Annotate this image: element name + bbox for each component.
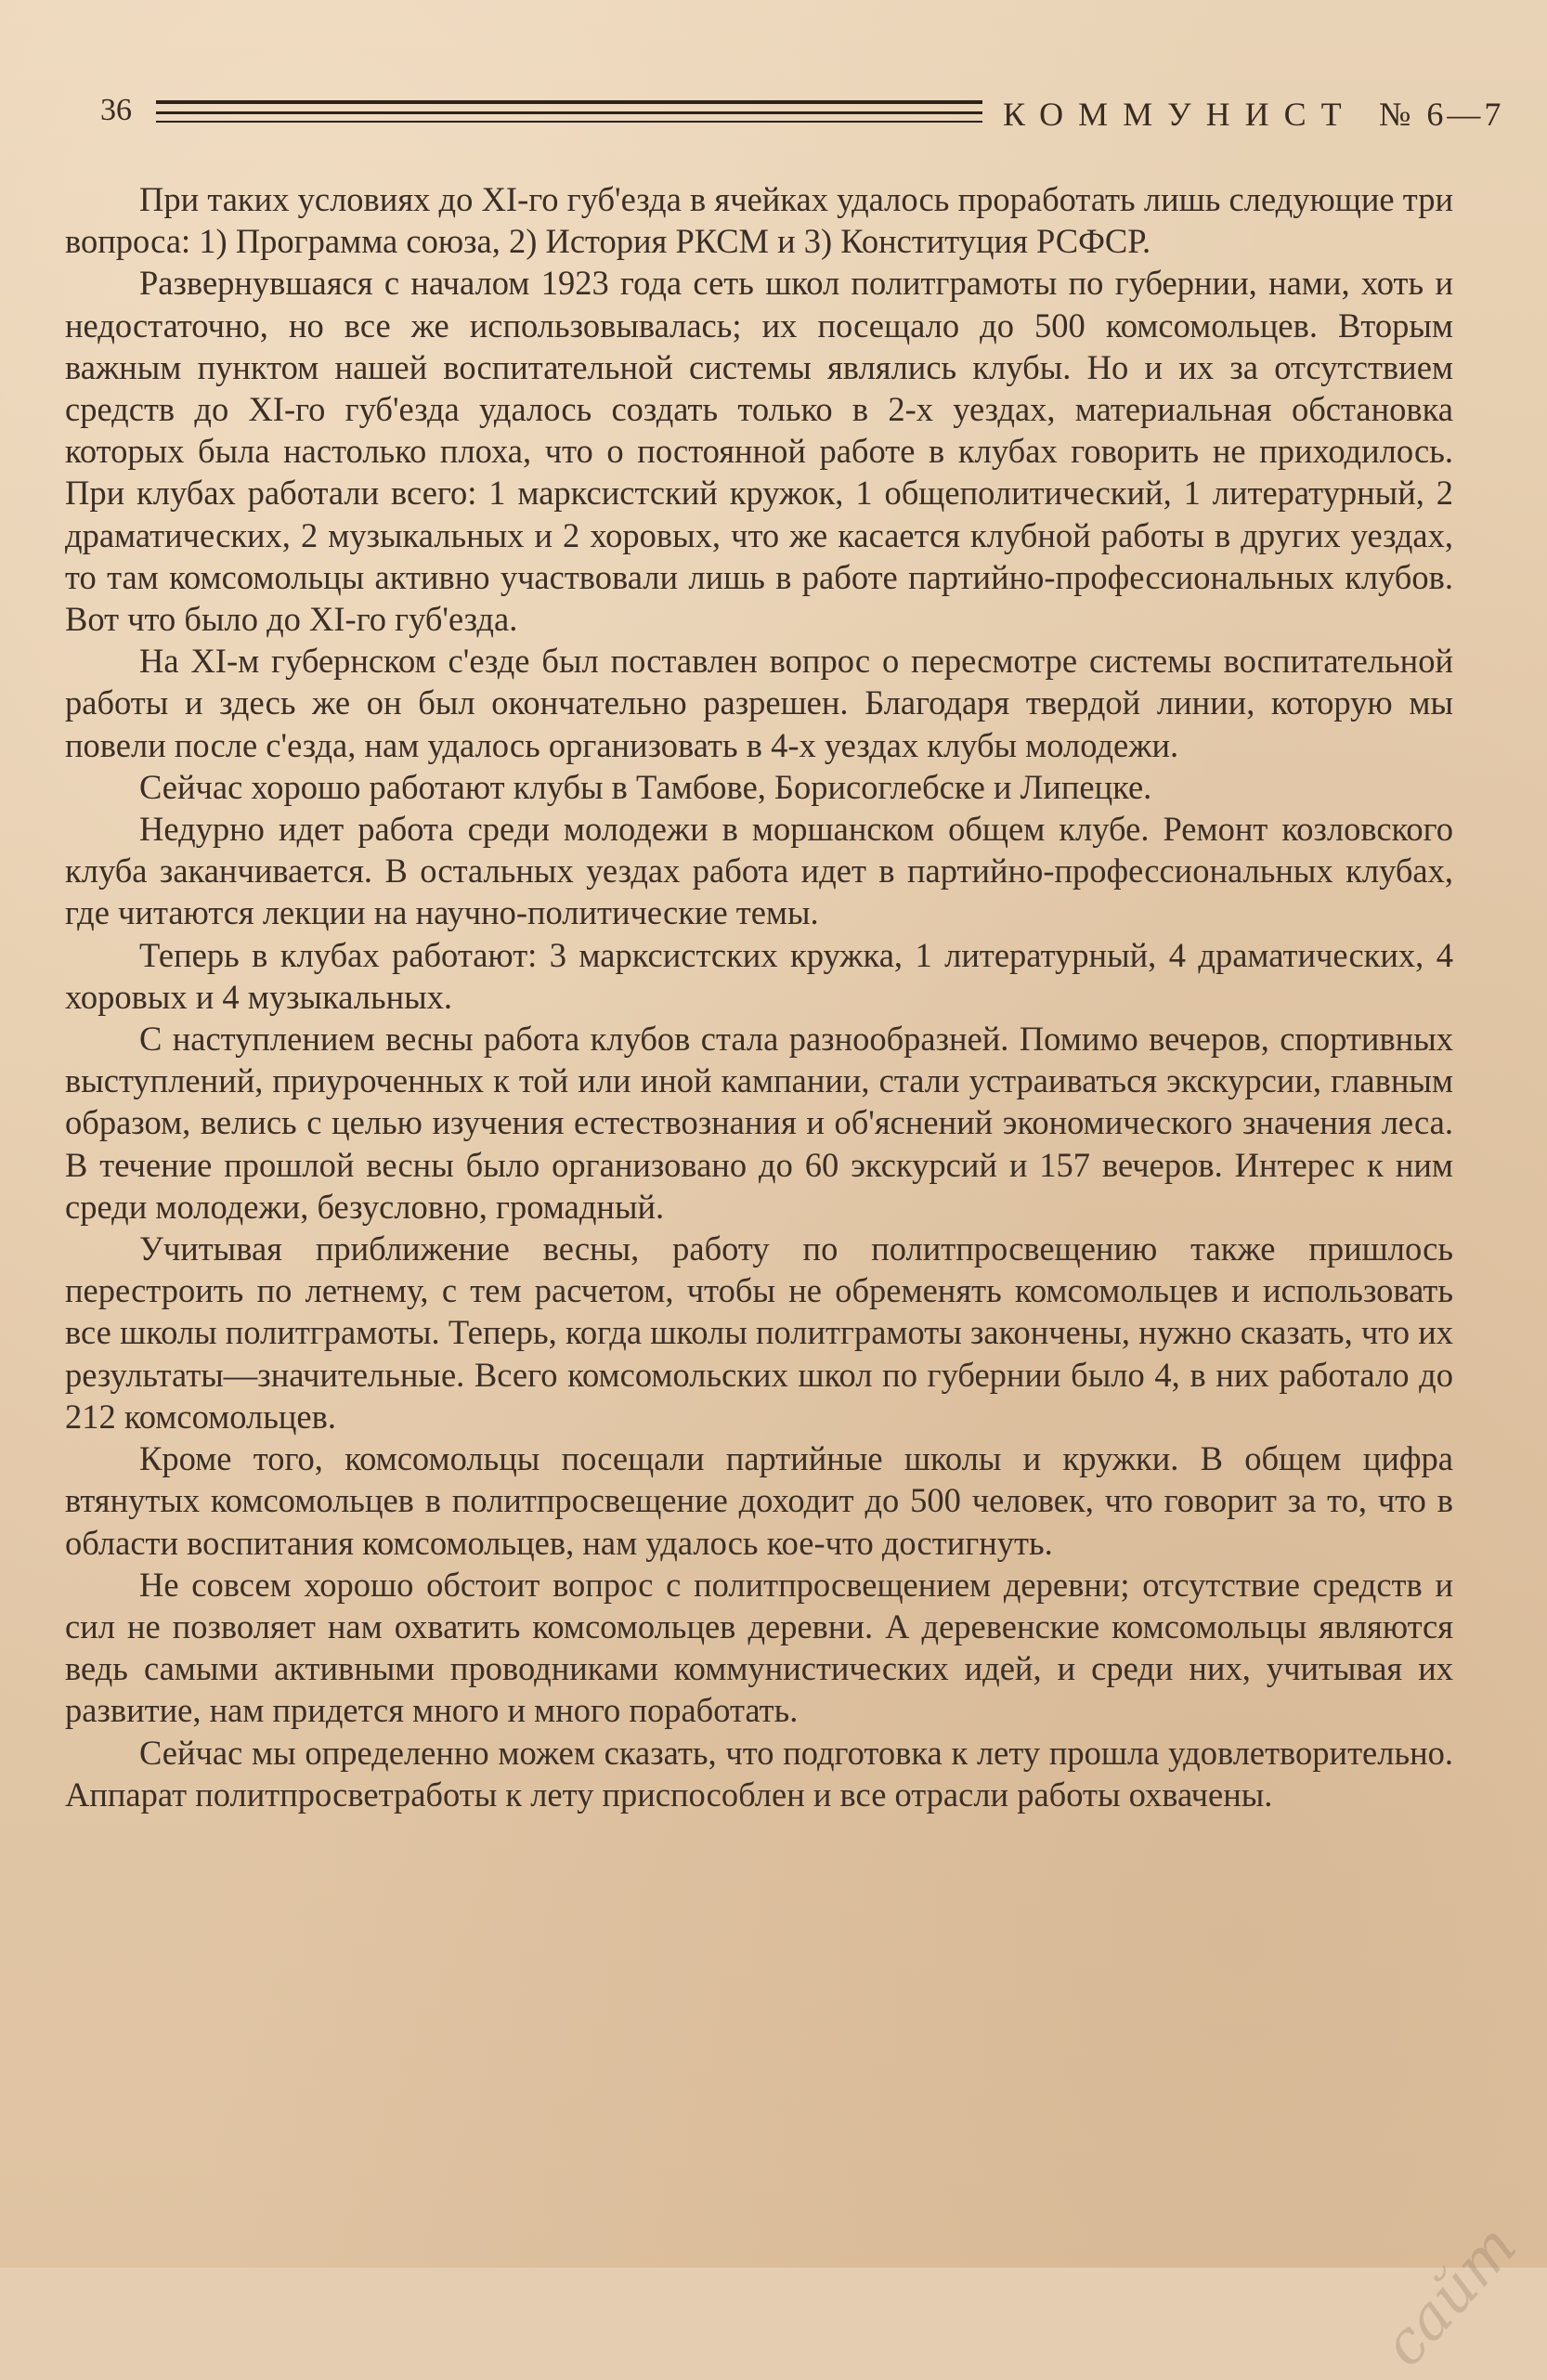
paragraph: Сейчас хорошо работают клубы в Тамбове, Борисоглебске и Липецке. xyxy=(139,767,1152,806)
header-rule xyxy=(156,111,982,114)
paragraph: Учитывая приближение весны, работу по политпросвещению также пришлось перестроить по летнему, с тем расчетом, чтобы не обременять комсомольцев и использовать все школы политграмоты. Теперь, когда школы политграмоты закончены, нужно сказать, что их результаты—значительные. Всего комсомольских школ по губернии было 4, в них работало до 212 комсомольцев. xyxy=(65,1229,1453,1436)
header-rule xyxy=(156,121,982,123)
paragraph: Не совсем хорошо обстоит вопрос с политпросвещением деревни; отсутствие средств и сил не позволяет нам охватить комсомольцев деревни. А деревенские комсомольцы являются ведь самыми активными проводниками коммунистических идей, и среди них, учитывая их развитие, нам придется много и много поработать. xyxy=(65,1565,1453,1730)
journal-title: КОММУНИСТ xyxy=(1003,96,1357,133)
article-body xyxy=(65,178,1453,1815)
paragraph: С наступлением весны работа клубов стала разнообразней. Помимо вечеров, спортивных выступлений, приуроченных к той или иной кампании, стали устраиваться экскурсии, главным образом, велись с целью изучения естествознания и об'яснений экономического значения леса. В течение прошлой весны было организовано до 60 экскурсий и 157 вечеров. Интерес к ним среди молодежи, безусловно, громадный. xyxy=(65,1020,1453,1226)
paragraph: При таких условиях до XI-го губ'езда в ячейках удалось проработать лишь следующие три вопроса: 1) Программа союза, 2) История РКСМ и 3) Конституция РСФСР. xyxy=(65,180,1453,261)
paragraph: На XI-м губернском с'езде был поставлен вопрос о пересмотре системы воспитательной работы и здесь же он был окончательно разрешен. Благодаря твердой линии, которую мы повели после с'езда, нам удалось организовать в 4-х уездах клубы молодежи. xyxy=(65,642,1453,764)
page-header xyxy=(93,93,1505,149)
paragraph: Кроме того, комсомольцы посещали партийные школы и кружки. В общем цифра втянутых комсомольцев в политпросвещение доходит до 500 человек, что говорит за то, что в области воспитания комсомольцев, нам удалось кое-что достигнуть. xyxy=(65,1439,1453,1562)
paragraph: Развернувшаяся с началом 1923 года сеть школ политграмоты по губернии, нами, хоть и недостаточно, но все же использовывалась; их посещало до 500 комсомольцев. Вторым важным пунктом нашей воспитательной системы являлись клубы. Но и их за отсутствием средств до XI-го губ'езда удалось создать только в 2-х уездах, материальная обстановка которых была настолько плоха, что о постоянной работе в клубах говорить не приходилось. При клубах работали всего: 1 марксистский кружок, 1 общеполитический, 1 литературный, 2 драматических, 2 музыкальных и 2 хоровых, что же касается клубной работы в других уездах, то там комсомольцы активно участвовали лишь в работе партийно-профессиональных клубов. Вот что было до XI-го губ'езда. xyxy=(65,264,1453,639)
paragraph: Недурно идет работа среди молодежи в моршанском общем клубе. Ремонт козловского клуба заканчивается. В остальных уездах работа идет в партийно-профессиональных клубах, где читаются лекции на научно-политические темы. xyxy=(65,810,1453,932)
issue-number: № 6—7 xyxy=(1379,96,1505,133)
paragraph: Теперь в клубах работают: 3 марксистских кружка, 1 литературный, 4 драматических, 4 хоровых и 4 музыкальных. xyxy=(65,935,1453,1016)
header-rule xyxy=(156,100,982,104)
watermark: сайт xyxy=(1370,2212,1530,2380)
page-number: 36 xyxy=(100,93,132,127)
paragraph: Сейчас мы определенно можем сказать, что подготовка к лету прошла удовлетворительно. Аппарат политпросветработы к лету приспособлен и все отрасли работы охвачены. xyxy=(65,1733,1453,1814)
